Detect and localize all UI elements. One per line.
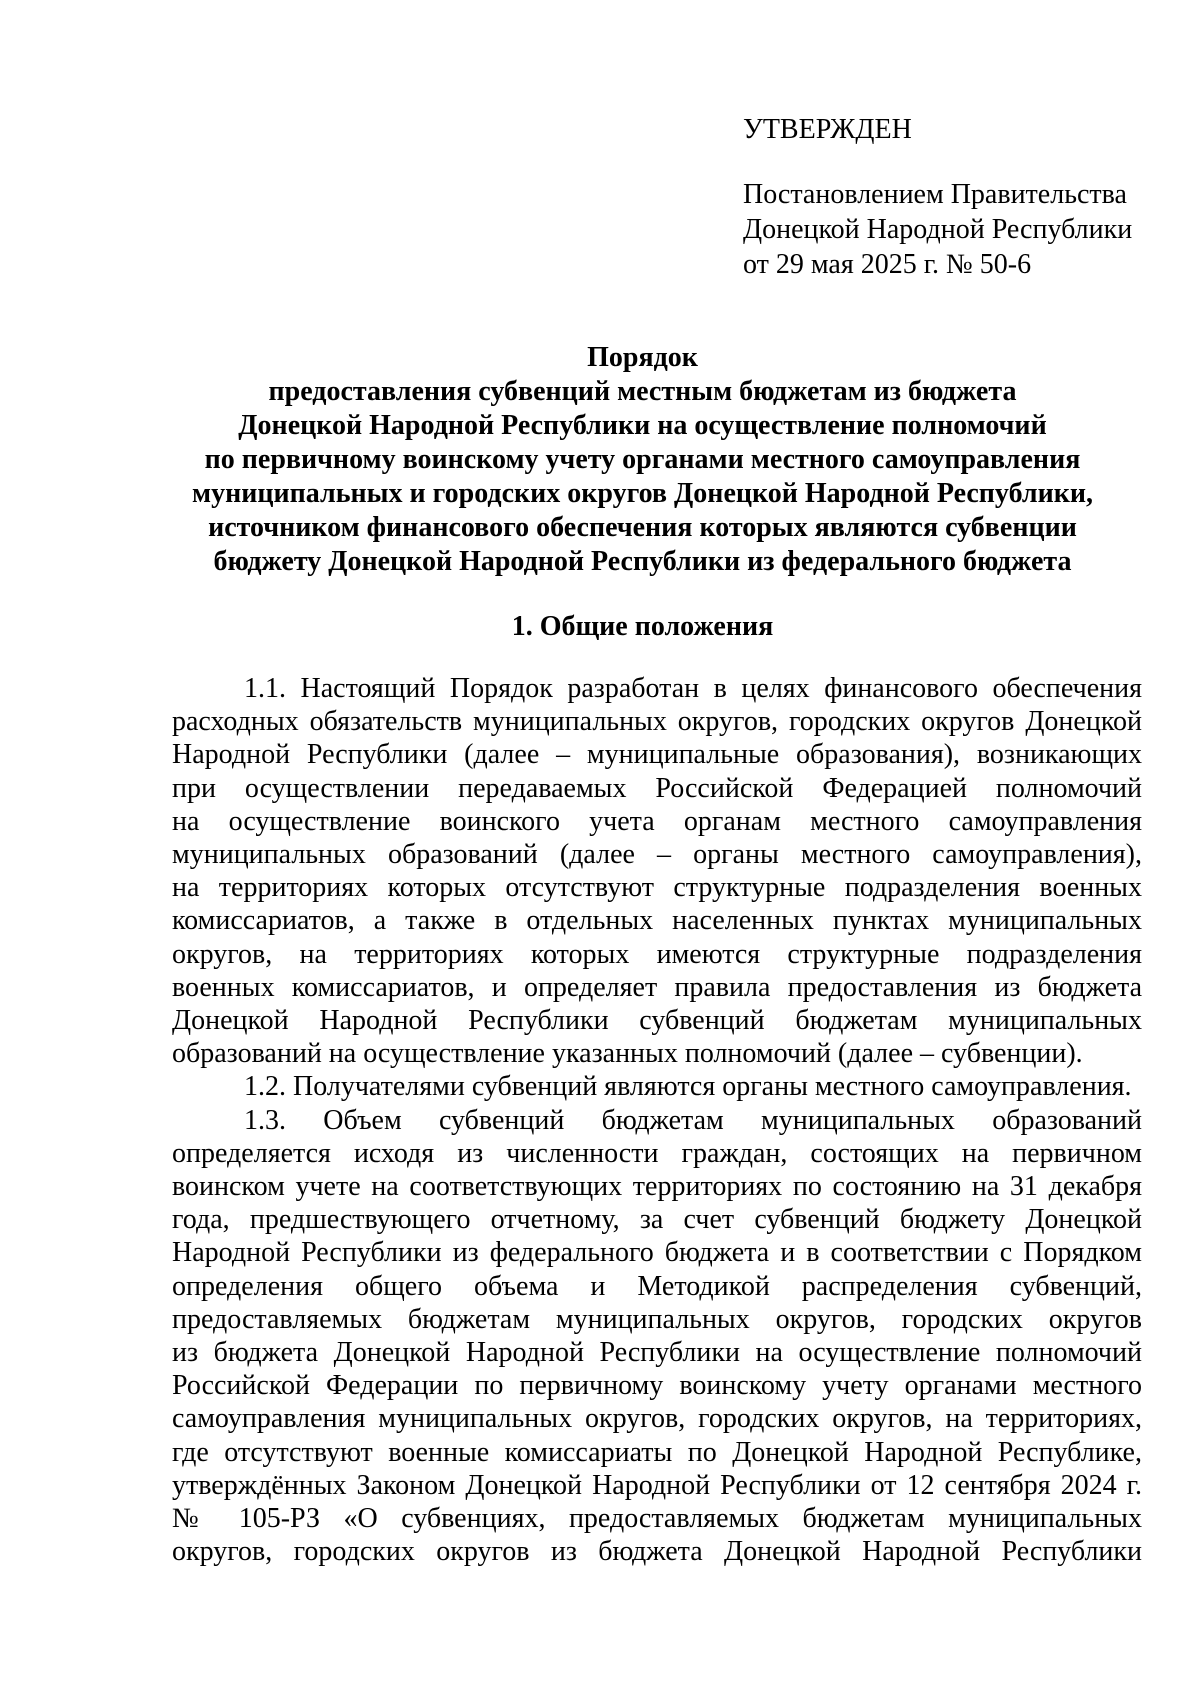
title-line: Порядок <box>587 342 698 373</box>
text-line: 1.3. Объем субвенций бюджетам муниципальных образований <box>244 1104 1142 1136</box>
text-line: образований на осуществление указанных полномочий (далее – субвенции). <box>172 1038 1083 1070</box>
text-line: определяется исходя из численности граждан, состоящих на первичном <box>172 1137 1142 1169</box>
text-line: из бюджета Донецкой Народной Республики на осуществление полномочий <box>172 1337 1142 1369</box>
text-line: 1.2. Получателями субвенций являются органы местного самоуправления. <box>244 1071 1132 1103</box>
text-line: где отсутствуют военные комиссариаты по Донецкой Народной Республике, <box>172 1436 1142 1468</box>
text-line: определения общего объема и Методикой распределения субвенций, <box>172 1270 1142 1302</box>
text-line: предоставляемых бюджетам муниципальных округов, городских округов <box>172 1303 1142 1335</box>
text-line: округов, на территориях которых имеются структурные подразделения <box>172 938 1142 970</box>
paragraph-1-2 <box>172 1070 1142 1103</box>
paragraph-1-3 <box>172 1104 1142 1569</box>
text-line: самоуправления муниципальных округов, городских округов, на территориях, <box>172 1403 1142 1435</box>
document-title <box>160 341 1125 579</box>
title-line: Донецкой Народной Республики на осуществление полномочий <box>238 410 1047 441</box>
text-line: Донецкой Народной Республики субвенций бюджетам муниципальных <box>172 1005 1142 1037</box>
text-line: расходных обязательств муниципальных округов, городских округов Донецкой <box>172 706 1142 738</box>
approval-line: Постановлением Правительства <box>743 179 1127 210</box>
text-line: на территориях которых отсутствуют структурные подразделения военных <box>172 872 1142 904</box>
text-line: № 105-РЗ «О субвенциях, предоставляемых бюджетам муниципальных <box>172 1503 1142 1535</box>
text-line: комиссариатов, а также в отдельных населенных пунктах муниципальных <box>172 905 1142 937</box>
title-line: источником финансового обеспечения которых являются субвенции <box>208 512 1077 543</box>
text-line: муниципальных образований (далее – органы местного самоуправления), <box>172 839 1142 871</box>
text-line: Народной Республики (далее – муниципальные образования), возникающих <box>172 739 1142 771</box>
body-text <box>172 672 1142 1568</box>
title-line: по первичному воинскому учету органами местного самоуправления <box>204 444 1081 475</box>
text-line: Народной Республики из федерального бюджета и в соответствии с Порядком <box>172 1237 1142 1269</box>
text-line: Российской Федерации по первичному воинскому учету органами местного <box>172 1370 1142 1402</box>
text-line: воинском учете на соответствующих территориях по состоянию на 31 декабря <box>172 1171 1142 1203</box>
text-line: года, предшествующего отчетному, за счет субвенций бюджету Донецкой <box>172 1204 1142 1236</box>
approval-line: Донецкой Народной Республики <box>743 214 1133 245</box>
text-line: военных комиссариатов, и определяет правила предоставления из бюджета <box>172 971 1142 1003</box>
text-line: на осуществление воинского учета органам местного самоуправления <box>172 805 1142 837</box>
title-line: предоставления субвенций местным бюджетам из бюджета <box>268 376 1017 407</box>
text-line: при осуществлении передаваемых Российской Федерацией полномочий <box>172 772 1142 804</box>
title-line: муниципальных и городских округов Донецкой Народной Республики, <box>192 478 1093 509</box>
text-line: утверждённых Законом Донецкой Народной Республики от 12 сентября 2024 г. <box>172 1469 1142 1501</box>
text-line: округов, городских округов из бюджета Донецкой Народной Республики <box>172 1536 1142 1568</box>
approval-line: от 29 мая 2025 г. № 50-6 <box>743 249 1032 280</box>
paragraph-1-1 <box>172 672 1142 1070</box>
text-line: 1.1. Настоящий Порядок разработан в целях финансового обеспечения <box>244 673 1142 704</box>
section-heading: 1. Общие положения <box>511 611 774 642</box>
title-line: бюджету Донецкой Народной Республики из федерального бюджета <box>213 546 1072 577</box>
approval-stamp: УТВЕРЖДЕН <box>743 114 912 145</box>
approval-block <box>743 112 1163 282</box>
